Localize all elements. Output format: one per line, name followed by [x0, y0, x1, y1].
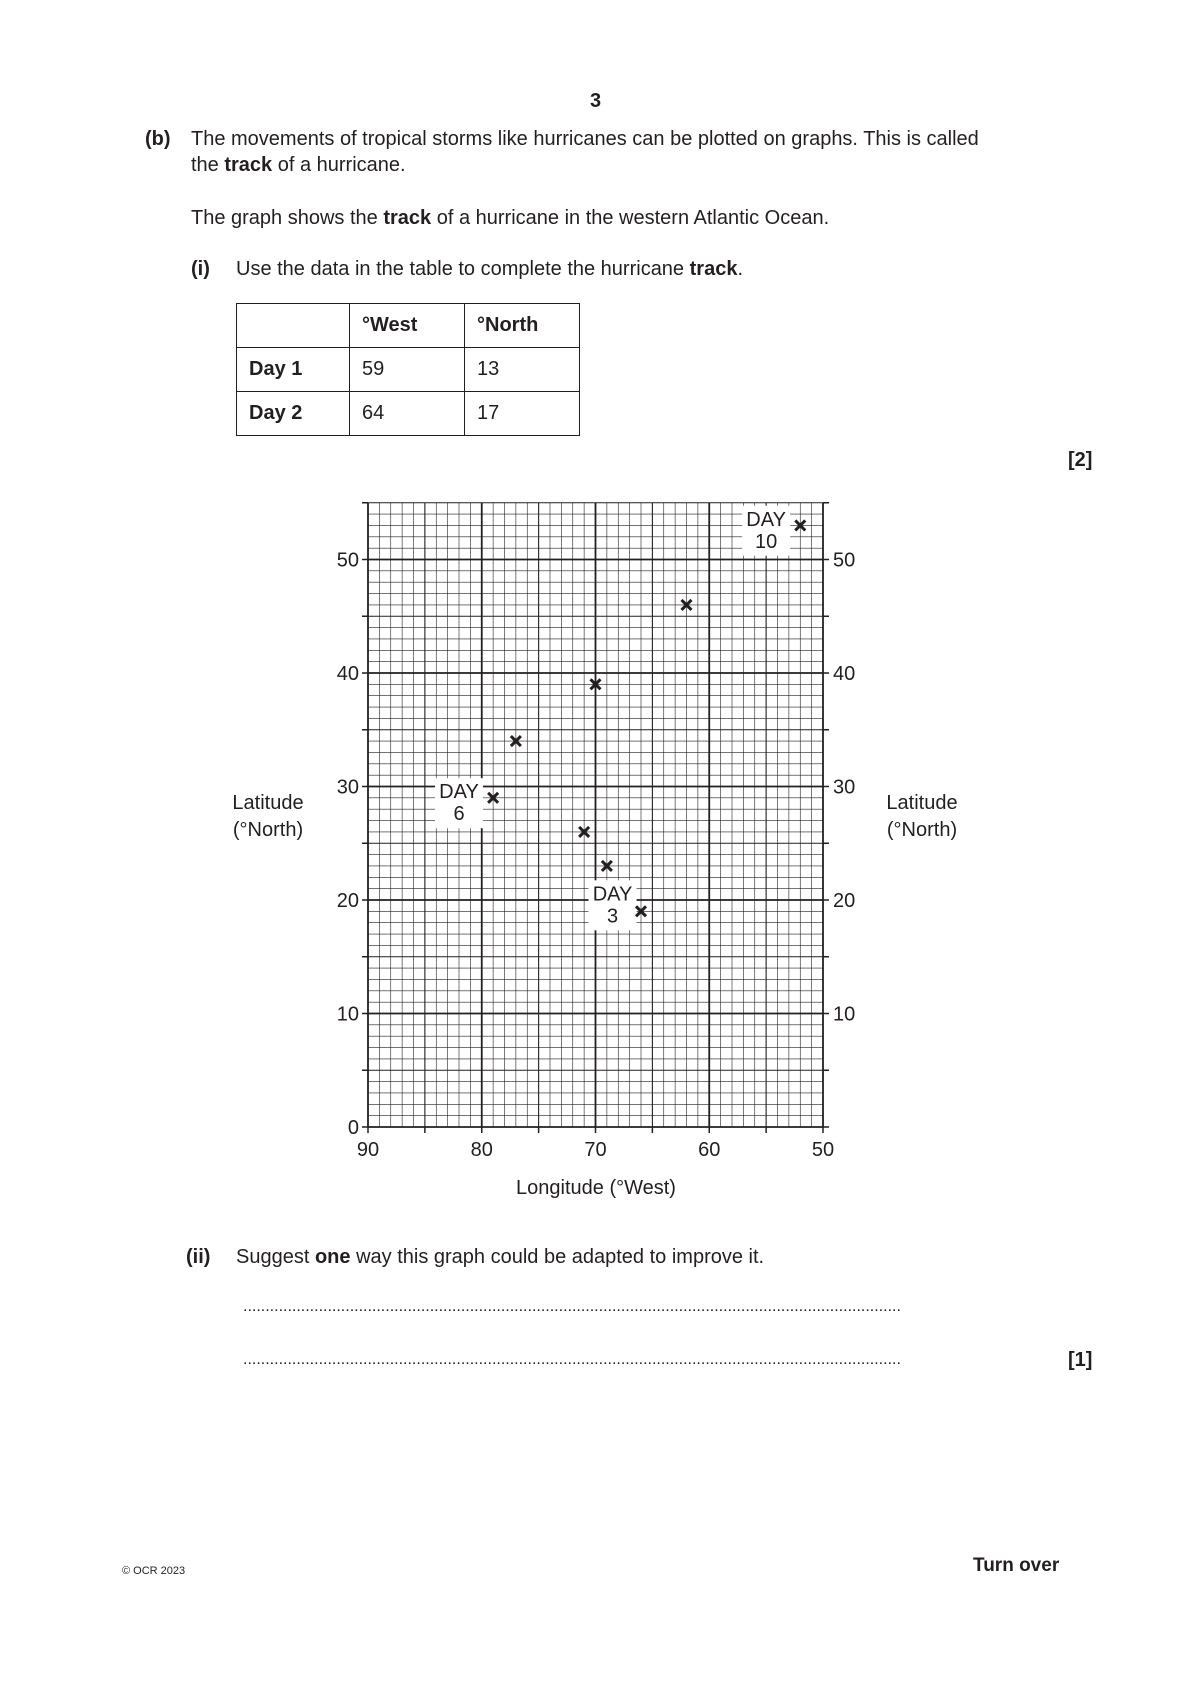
y-axis-title-right-line1: Latitude	[886, 792, 958, 814]
y-tick-label-left: 20	[336, 890, 359, 912]
graph-line-bold: track	[383, 207, 432, 229]
table-cell-west: 59	[350, 348, 465, 392]
table-cell-north: 17	[465, 392, 580, 436]
y-tick-label-left: 10	[336, 1003, 359, 1026]
x-tick-label: 70	[584, 1139, 607, 1161]
copyright: © OCR 2023	[122, 1565, 186, 1577]
table-cell-north: 13	[465, 348, 580, 392]
day-annotation-line1: DAY	[592, 883, 633, 906]
day-annotation-line1: DAY	[746, 508, 786, 531]
y-axis-title-right-line2: (°North)	[886, 819, 958, 841]
turn-over: Turn over	[973, 1555, 1060, 1576]
day-annotation	[435, 778, 483, 828]
y-tick-label-right: 20	[833, 890, 856, 912]
question-ii-post: way this graph could be adapted to improve it.	[350, 1246, 765, 1268]
graph-line-pre: The graph shows the	[191, 207, 384, 229]
y-tick-label-right: 30	[833, 776, 856, 799]
y-tick-label-left: 0	[347, 1117, 359, 1139]
answer-line-1[interactable]: ....................................................................................................................................................	[243, 1298, 901, 1315]
part-label: (b)	[145, 128, 171, 150]
page-number: 3	[589, 90, 602, 112]
y-axis-title-left	[218, 790, 318, 844]
question-ii-text	[236, 1246, 764, 1269]
x-tick-label: 60	[698, 1139, 721, 1161]
y-tick-label-right: 50	[833, 549, 856, 572]
question-i-label: (i)	[191, 258, 210, 280]
intro-line-2-pre: the	[191, 154, 225, 176]
y-axis-title-left-line2: (°North)	[232, 819, 304, 841]
y-tick-label-left: 30	[336, 776, 359, 799]
x-tick-label: 80	[470, 1139, 493, 1161]
answer-line-2[interactable]: ....................................................................................................................................................	[243, 1351, 901, 1368]
x-axis-title: Longitude (°West)	[516, 1177, 676, 1199]
x-tick-label: 50	[811, 1139, 835, 1161]
y-tick-label-left: 40	[336, 663, 359, 685]
table-cell-west: 64	[350, 392, 465, 436]
table-header-north: °North	[465, 304, 580, 348]
day-annotation-line2: 3	[607, 905, 619, 928]
question-ii-pre: Suggest	[236, 1246, 315, 1268]
y-tick-label-right: 40	[833, 663, 856, 685]
table-header-west: °West	[350, 304, 465, 348]
day-annotation	[742, 506, 790, 556]
question-i-pre: Use the data in the table to complete the hurricane	[236, 258, 690, 280]
graph-line-post: of a hurricane in the western Atlantic Ocean.	[431, 207, 830, 229]
day-annotation-line2: 10	[755, 530, 778, 553]
question-ii-marks: [1]	[1068, 1349, 1093, 1371]
intro-line-2-bold: track	[224, 154, 273, 176]
day-annotation-line1: DAY	[439, 781, 479, 804]
question-ii-label: (ii)	[186, 1246, 211, 1268]
question-i-post: .	[737, 258, 743, 280]
table-row-label: Day 1	[237, 348, 350, 392]
y-axis-title-left-line1: Latitude	[232, 792, 304, 814]
intro-line-1: The movements of tropical storms like hurricanes can be plotted on graphs. This is called	[191, 128, 979, 150]
graph-annotations	[435, 506, 790, 931]
question-i-marks: [2]	[1068, 449, 1093, 471]
day-annotation	[589, 880, 637, 930]
question-ii-bold: one	[314, 1246, 351, 1268]
question-i-bold: track	[689, 258, 738, 280]
x-tick-label: 90	[356, 1139, 380, 1161]
y-axis-title-right	[872, 790, 972, 844]
y-tick-label-left: 50	[336, 549, 359, 572]
y-tick-label-right: 10	[833, 1003, 856, 1026]
intro-line-2-post: of a hurricane.	[272, 154, 406, 176]
day-annotation-line2: 6	[453, 803, 465, 826]
table-row-label: Day 2	[237, 392, 350, 436]
